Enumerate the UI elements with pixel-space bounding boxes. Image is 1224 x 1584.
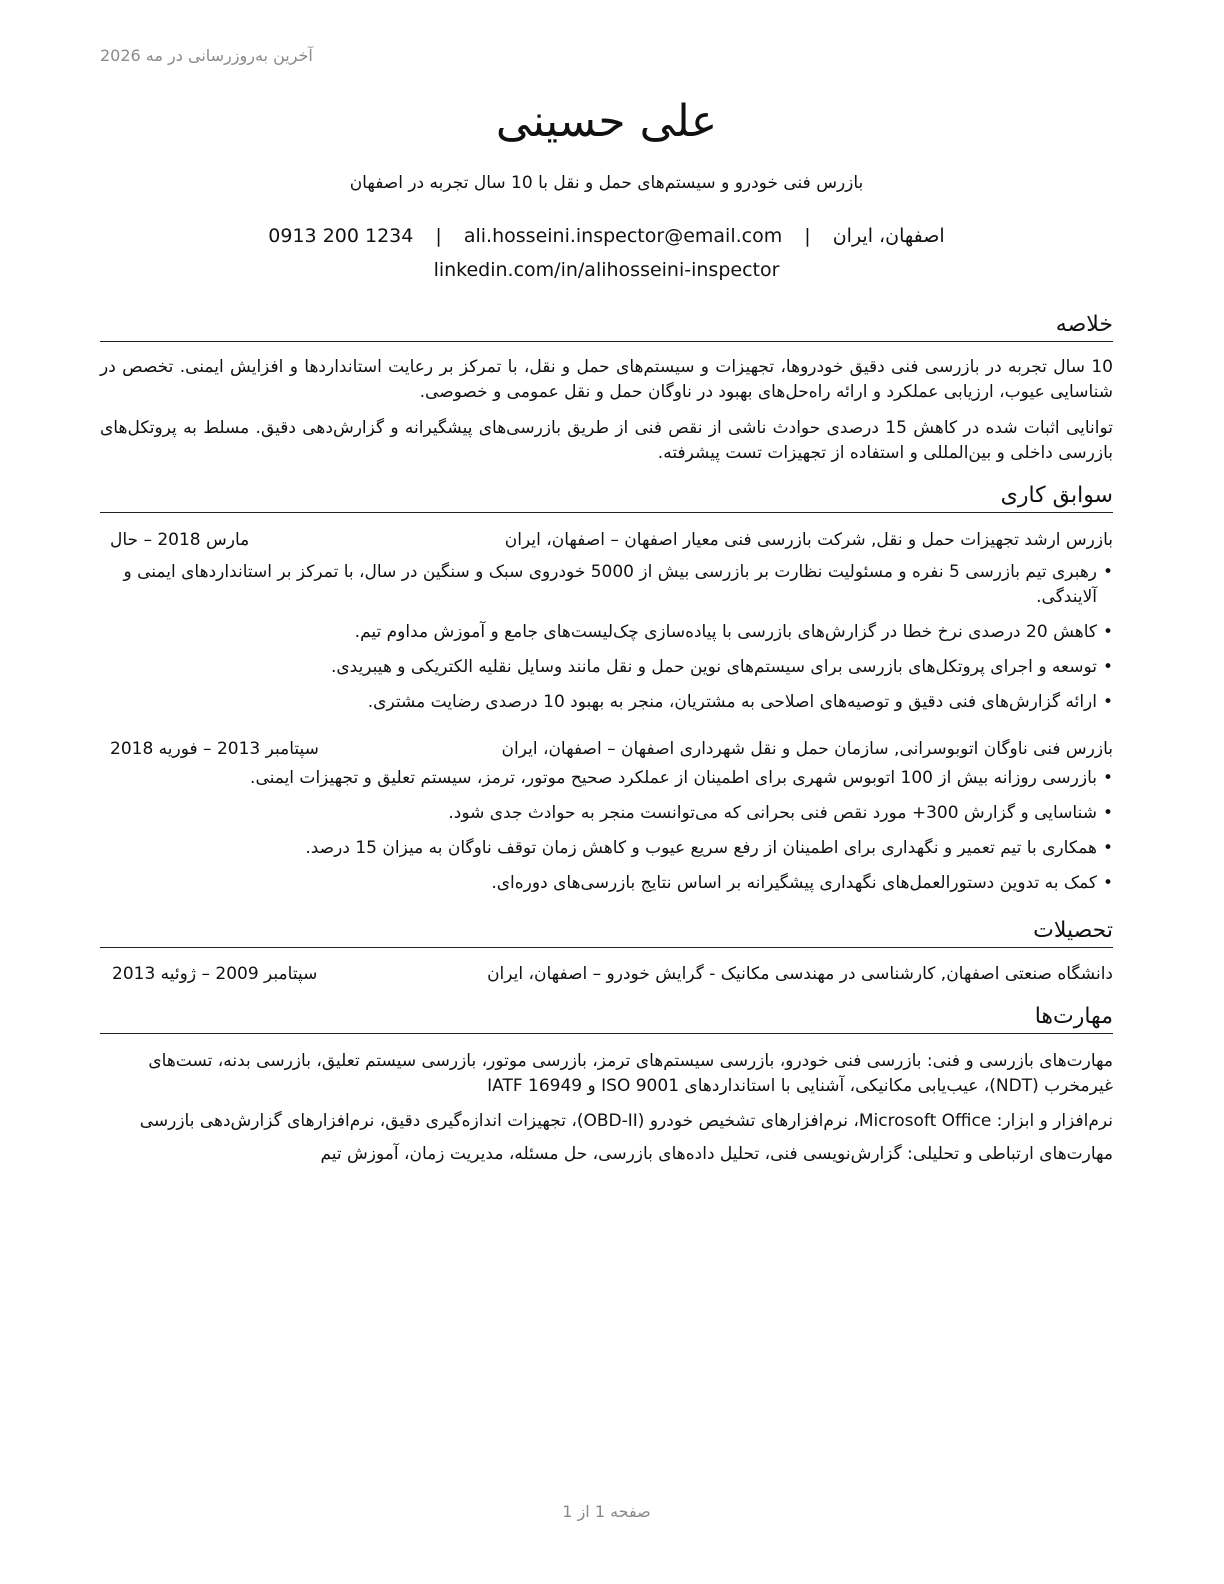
contact-separator: | [435, 225, 442, 247]
education-header [100, 961, 1113, 987]
list-item: • رهبری تیم بازرسی 5 نفره و مسئولیت نظارت بر بازرسی بیش از 5000 خودروی سبک و سنگین در سال، با تمرکز بر استانداردهای ایمنی و آلایندگی. [123, 562, 1113, 607]
job-header [100, 736, 1113, 762]
job-title: بازرس ارشد تجهیزات حمل و نقل, شرکت بازرسی فنی معیار اصفهان – اصفهان، ایران [504, 530, 1113, 550]
bullet-icon: • [1102, 622, 1113, 642]
bullet-icon: • [1102, 657, 1113, 677]
list-item: • ارائه گزارش‌های فنی دقیق و توصیه‌های اصلاحی به مشتریان، منجر به بهبود 10 درصدی رضایت مشتری. [100, 690, 1113, 715]
page-footer: صفحه 1 از 1 [562, 1502, 651, 1521]
summary-section-title: خلاصه [100, 311, 1113, 342]
contact-separator: | [804, 225, 811, 247]
job-title: بازرس فنی ناوگان اتوبوسرانی, سازمان حمل و نقل شهرداری اصفهان – اصفهان، ایران [501, 739, 1113, 759]
list-item: • کاهش 20 درصدی نرخ خطا در گزارش‌های بازرسی با پیاده‌سازی چک‌لیست‌های جامع و آموزش مداوم تیم. [100, 620, 1113, 645]
education-dates: سپتامبر 2009 – ژوئیه 2013 [112, 964, 318, 984]
contact-line [100, 223, 1113, 249]
linkedin-link[interactable]: linkedin.com/in/alihosseini-inspector [433, 259, 780, 281]
list-item: • توسعه و اجرای پروتکل‌های بازرسی برای سیستم‌های نوین حمل و نقل مانند وسایل نقلیه الکتریکی و هیبریدی. [100, 655, 1113, 680]
list-item: • شناسایی و گزارش 300+ مورد نقص فنی بحرانی که می‌توانست منجر به حوادث جدی شود. [100, 801, 1113, 826]
summary-paragraph: توانایی اثبات شده در کاهش 15 درصدی حوادث ناشی از نقص فنی از طریق بازرسی‌های پیشگیرانه و گزارش‌دهی دقیق. مسلط به پروتکل‌های بازرسی داخلی و بین‌المللی و استفاده از تجهیزات تست پیشرفته. [100, 418, 1113, 463]
skills-section-title: مهارت‌ها [100, 1003, 1113, 1034]
education-entry [100, 961, 1113, 987]
summary-paragraph: 10 سال تجربه در بازرسی فنی دقیق خودروها، تجهیزات و سیستم‌های حمل و نقل، با تمرکز بر رعایت استانداردها و افزایش ایمنی. تخصص در شناسایی عیوب، ارزیابی عملکرد و ارائه راه‌حل‌های بهبود در ناوگان حمل و نقل عمومی و خصوصی. [100, 357, 1113, 402]
resume-page [100, 0, 1113, 1584]
last-updated: آخرین به‌روزرسانی در مه 2026 [100, 46, 313, 65]
bullet-icon: • [1102, 692, 1113, 712]
location: اصفهان، ایران [832, 225, 945, 247]
job-entry [100, 527, 1113, 725]
skill-line: مهارت‌های بازرسی و فنی: بازرسی فنی خودرو، بازرسی سیستم‌های ترمز، بازرسی موتور، بازرسی سیستم تعلیق، بازرسی بدنه، تست‌های غیرمخرب (NDT)، عیب‌یابی مکانیکی، آشنایی با استانداردهای ISO 9001 و IATF 16949 [148, 1051, 1113, 1096]
job-dates: مارس 2018 – حال [110, 530, 250, 550]
job-entry [100, 736, 1113, 906]
bullet-icon: • [1102, 838, 1113, 858]
job-header [100, 527, 1113, 553]
education-title: دانشگاه صنعتی اصفهان, کارشناسی در مهندسی مکانیک - گرایش خودرو – اصفهان، ایران [487, 964, 1113, 984]
headline: بازرس فنی خودرو و سیستم‌های حمل و نقل با 10 سال تجربه در اصفهان [349, 173, 864, 193]
linkedin-line [100, 257, 1113, 283]
bullet-icon: • [1102, 873, 1113, 893]
bullet-icon: • [1102, 803, 1113, 823]
list-item: • همکاری با تیم تعمیر و نگهداری برای اطمینان از رفع سریع عیوب و کاهش زمان توقف ناوگان به میزان 15 درصد. [100, 836, 1113, 861]
candidate-name: علی حسینی [495, 96, 718, 147]
bullet-icon: • [1102, 768, 1113, 788]
job-bullets [100, 766, 1113, 896]
phone-number: 0913 200 1234 [268, 225, 414, 247]
list-item: • بازرسی روزانه بیش از 100 اتوبوس شهری برای اطمینان از عملکرد صحیح موتور، ترمز، سیستم تعلیق و تجهیزات ایمنی. [100, 766, 1113, 791]
job-bullets [100, 560, 1113, 715]
skill-line: مهارت‌های ارتباطی و تحلیلی: گزارش‌نویسی فنی، تحلیل داده‌های بازرسی، حل مسئله، مدیریت زمان، آموزش تیم [320, 1144, 1113, 1164]
skill-line: نرم‌افزار و ابزار: Microsoft Office، نرم‌افزارهای تشخیص خودرو (OBD-II)، تجهیزات اندازه‌گیری دقیق، نرم‌افزارهای گزارش‌دهی بازرسی [139, 1111, 1113, 1131]
education-section-title: تحصیلات [100, 917, 1113, 948]
email-link[interactable]: ali.hosseini.inspector@email.com [463, 225, 783, 247]
experience-section-title: سوابق کاری [100, 482, 1113, 513]
list-item: • کمک به تدوین دستورالعمل‌های نگهداری پیشگیرانه بر اساس نتایج بازرسی‌های دوره‌ای. [100, 871, 1113, 896]
job-dates: سپتامبر 2013 – فوریه 2018 [110, 739, 319, 759]
bullet-icon: • [1102, 562, 1113, 582]
